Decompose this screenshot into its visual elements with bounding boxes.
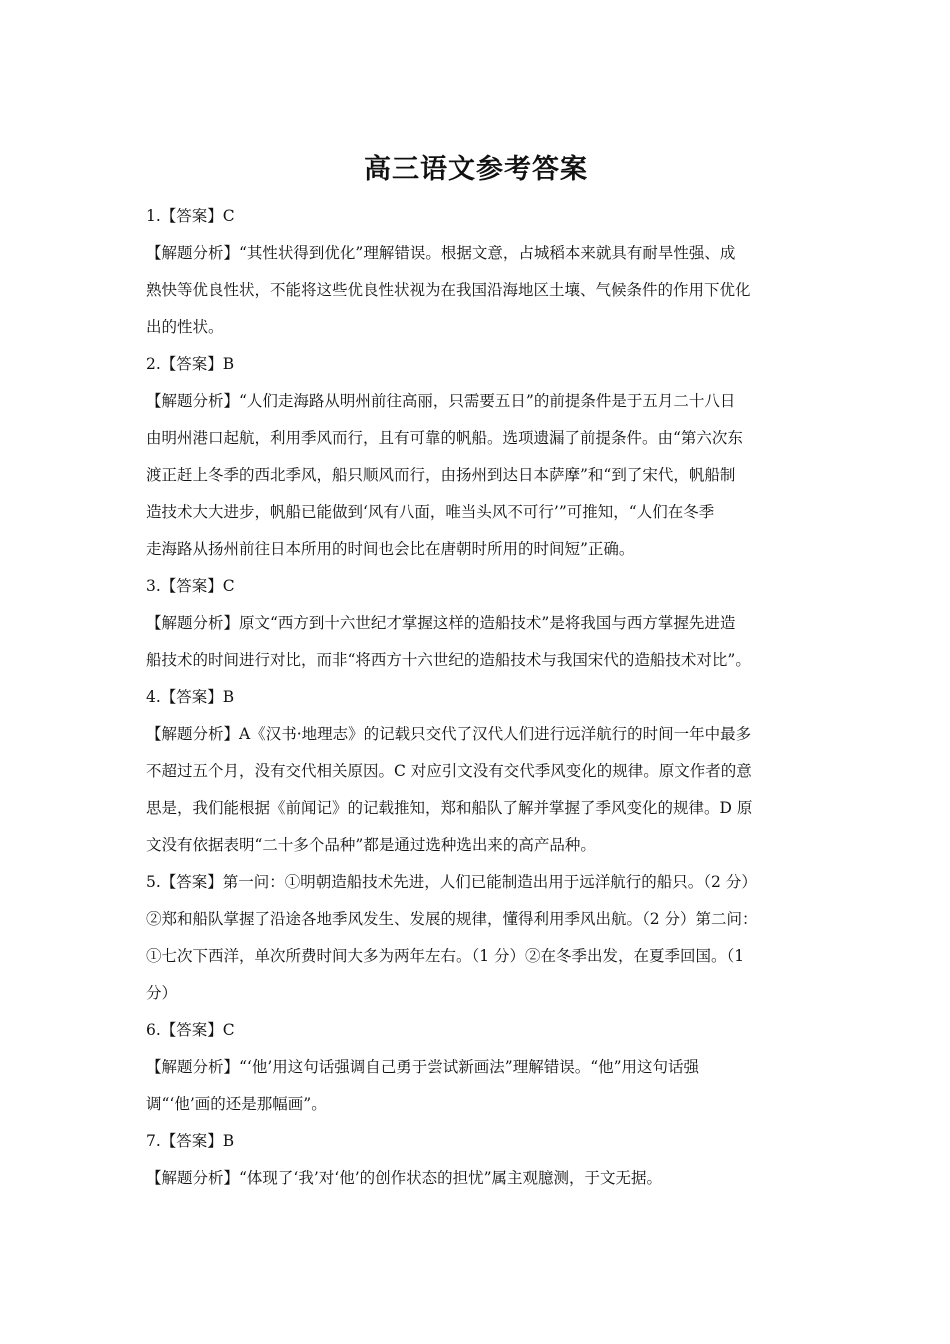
text-line: 船技术的时间进行对比，而非“将西方十六世纪的造船技术与我国宋代的造船技术对比”。 (146, 651, 751, 669)
answer-content (146, 198, 806, 1197)
text-line: 7.【答案】B (146, 1132, 235, 1150)
text-line: 5.【答案】第一问：①明朝造船技术先进，人们已能制造出用于远洋航行的船只。（2 分） (146, 873, 757, 891)
text-line: 熟快等优良性状，不能将这些优良性状视为在我国沿海地区土壤、气候条件的作用下优化 (146, 281, 751, 299)
text-line: 思是，我们能根据《前闻记》的记载推知，郑和船队了解并掌握了季风变化的规律。D 原 (146, 799, 753, 817)
text-line: 渡正赶上冬季的西北季风，船只顺风而行，由扬州到达日本萨摩”和“到了宋代，帆船制 (146, 466, 736, 484)
text-line: 调“‘他’画的还是那幅画”。 (146, 1095, 327, 1113)
text-line: 6.【答案】C (146, 1021, 235, 1039)
text-line: 出的性状。 (146, 318, 224, 336)
text-line: 文没有依据表明“二十多个品种”都是通过选种选出来的高产品种。 (146, 836, 596, 854)
text-line: ②郑和船队掌握了沿途各地季风发生、发展的规律，懂得利用季风出航。（2 分）第二问： (146, 910, 758, 928)
text-line: 2.【答案】B (146, 355, 235, 373)
text-line: 【解题分析】“‘他’用这句话强调自己勇于尝试新画法”理解错误。“他”用这句话强 (146, 1058, 700, 1076)
text-line: 不超过五个月，没有交代相关原因。C 对应引文没有交代季风变化的规律。原文作者的意 (146, 762, 752, 780)
text-line: 【解题分析】A《汉书·地理志》的记载只交代了汉代人们进行远洋航行的时间一年中最多 (146, 725, 752, 743)
text-line: 3.【答案】C (146, 577, 235, 595)
text-line: 4.【答案】B (146, 688, 235, 706)
text-line: 【解题分析】原文“西方到十六世纪才掌握这样的造船技术”是将我国与西方掌握先进造 (146, 614, 736, 632)
text-line: ①七次下西洋，单次所费时间大多为两年左右。（1 分）②在冬季出发，在夏季回国。（1 (146, 947, 745, 965)
text-line: 由明州港口起航，利用季风而行，且有可靠的帆船。选项遗漏了前提条件。由“第六次东 (146, 429, 743, 447)
text-line: 【解题分析】“其性状得到优化”理解错误。根据文意，占城稻本来就具有耐旱性强、成 (146, 244, 736, 262)
text-line: 造技术大大进步，帆船已能做到‘风有八面，唯当头风不可行’”可推知，“人们在冬季 (146, 503, 715, 521)
text-line: 分） (146, 984, 178, 1002)
page-title: 高三语文参考答案 (364, 154, 588, 185)
text-line: 走海路从扬州前往日本所用的时间也会比在唐朝时所用的时间短”正确。 (146, 540, 635, 558)
text-line: 【解题分析】“体现了‘我’对‘他’的创作状态的担忧”属主观臆测，于文无据。 (146, 1169, 663, 1187)
text-line: 【解题分析】“人们走海路从明州前往高丽，只需要五日”的前提条件是于五月二十八日 (146, 392, 736, 410)
text-line: 1.【答案】C (146, 207, 235, 225)
